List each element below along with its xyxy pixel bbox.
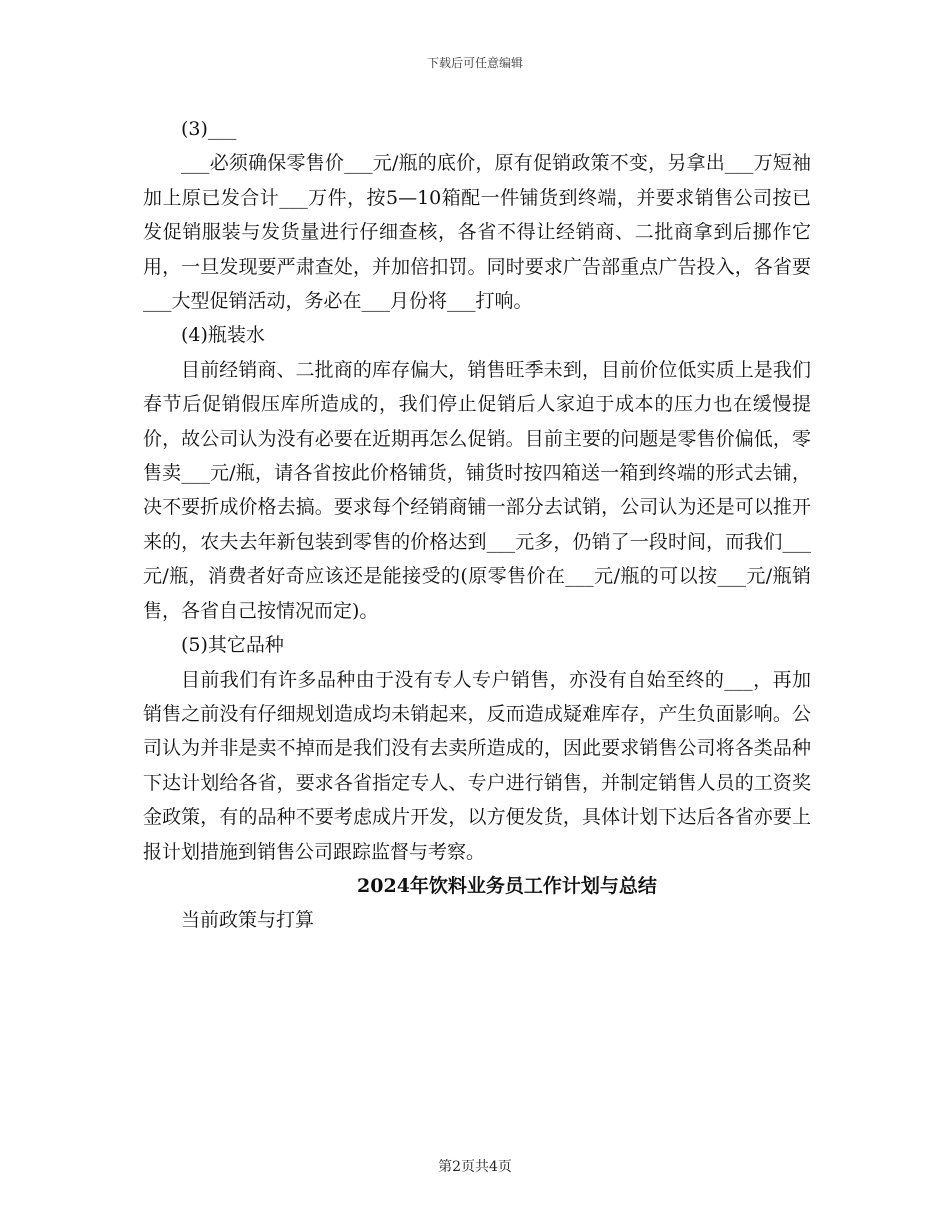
section-5-paragraph: 目前我们有许多品种由于没有专人专户销售，亦没有自始至终的___，再加销售之前没有仔细规划造成均未销起来，反而造成疑难库存，产生负面影响。公司认为并非是卖不掉而是我们没有去卖所造成的，因此要求销售公司将各类品种下达计划给各省，要求各省指定专人、专户进行销售，并制定销售人员的工资奖金政策，有的品种不要考虑成片开发，以方便发货，具体计划下达后各省亦要上报计划措施到销售公司跟踪监督与考察。 <box>143 668 811 863</box>
page-footer: 第2页共4页 <box>438 1159 512 1175</box>
document-body <box>143 112 811 938</box>
section-5-heading: (5)其它品种 <box>181 634 284 657</box>
section-3-heading: (3)___ <box>181 118 237 140</box>
sub-heading: 当前政策与打算 <box>181 909 315 932</box>
section-4-heading: (4)瓶装水 <box>181 324 265 347</box>
section-4-paragraph: 目前经销商、二批商的库存偏大，销售旺季未到，目前价位低实质上是我们春节后促销假压库所造成的，我们停止促销后人家迫于成本的压力也在缓慢提价，故公司认为没有必要在近期再怎么促销。目前主要的问题是零售价偏低，零售卖___元/瓶，请各省按此价格铺货，铺货时按四箱送一箱到终端的形式去铺，决不要折成价格去搞。要求每个经销商铺一部分去试销，公司认为还是可以推开来的，农夫去年新包装到零售的价格达到___元多，仍销了一段时间，而我们___元/瓶，消费者好奇应该还是能接受的(原零售价在___元/瓶的可以按___元/瓶销售，各省自己按情况而定)。 <box>143 358 811 622</box>
document-title: 2024年饮料业务员工作计划与总结 <box>357 874 657 897</box>
section-3-paragraph: ___必须确保零售价___元/瓶的底价，原有促销政策不变，另拿出___万短袖加上原已发合计___万件，按5—10箱配一件铺货到终端，并要求销售公司按已发促销服装与发货量进行仔细查核，各省不得让经销商、二批商拿到后挪作它用，一旦发现要严肃查处，并加倍扣罚。同时要求广告部重点广告投入，各省要___大型促销活动，务必在___月份将___打响。 <box>143 152 811 313</box>
page-header: 下载后可任意编辑 <box>426 56 523 70</box>
